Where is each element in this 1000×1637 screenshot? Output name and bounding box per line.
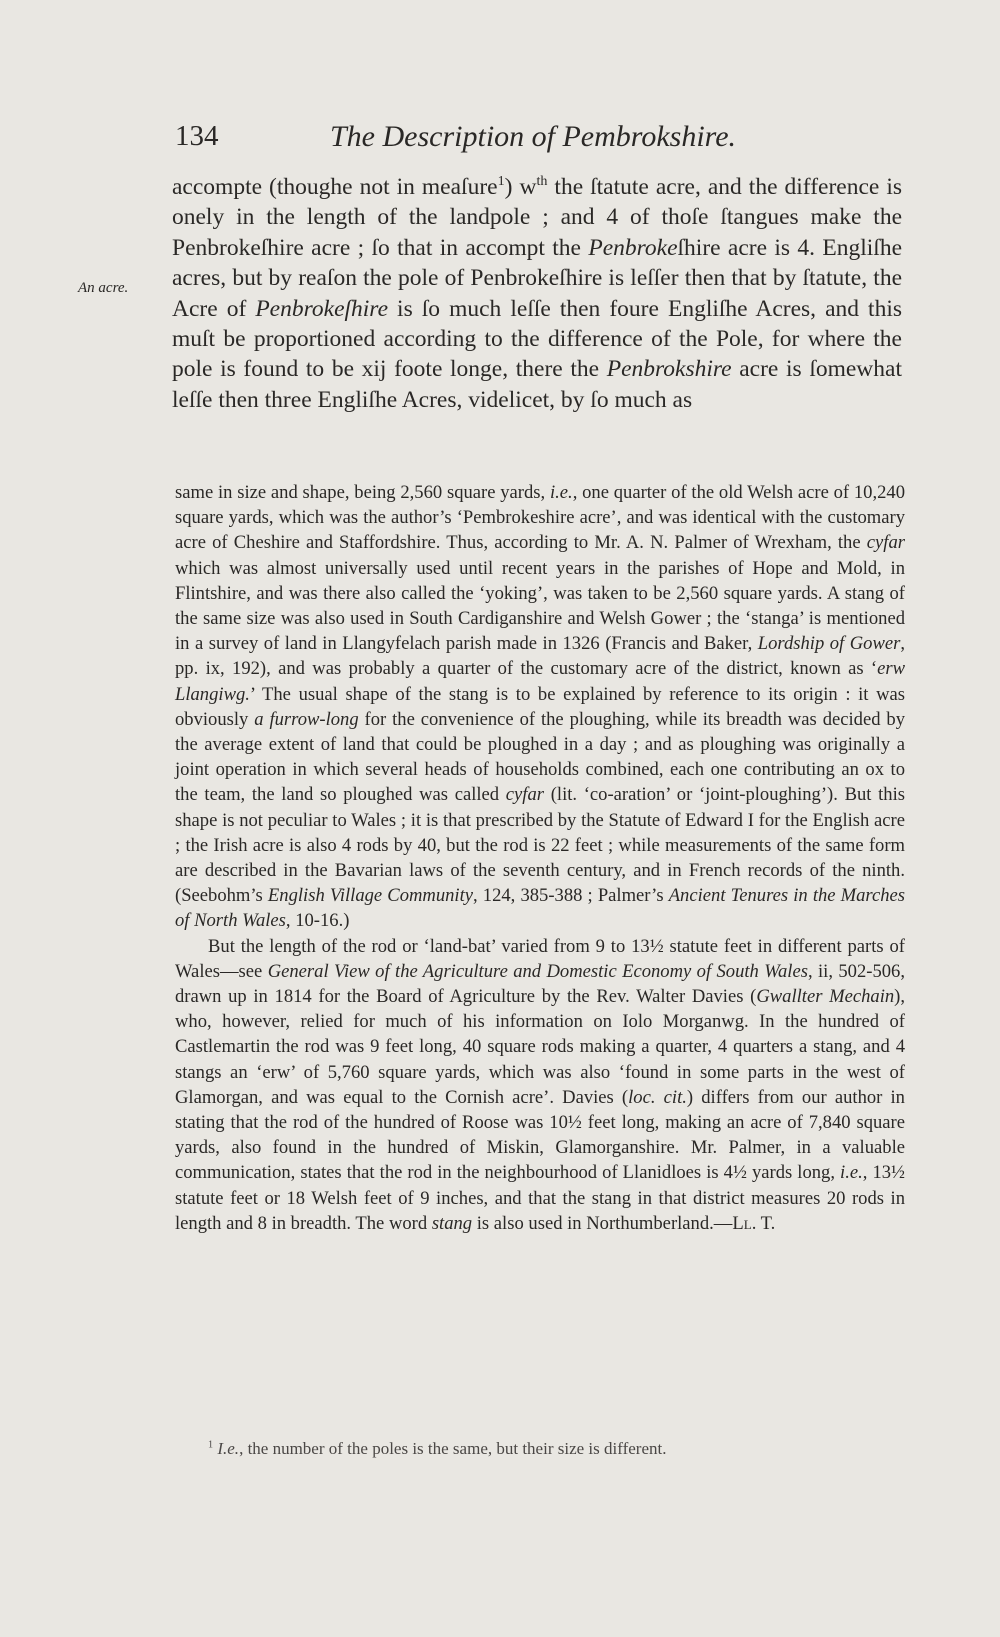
italic-span: i.e. (840, 1162, 863, 1184)
text-span: for the convenience of the ploughing, while its breadth was decided by the average extent of land that could be ploughed in a day ; and as ploughing was originally a joint operation in which several heads of households combined, each one contributing an ox to the team, the land so ploughed was called (175, 708, 906, 806)
text-span: ) differs from our author in stating that the rod of the hundred of Roose was 10½ feet long, making an acre of 7,840 square yards, also found in the hundred of Miskin, Glamorganshire. Mr. Palmer, in a valuable communication, states that the rod in the neighbourhood of Llanidloes is 4½ yards long, (175, 1086, 905, 1184)
italic-span: General View of the Agriculture and Domestic Economy of South Wales (267, 960, 808, 982)
margin-note: An acre. (78, 280, 129, 296)
text-span: accompte (thoughe not in meaſure (172, 174, 498, 200)
page-header (175, 120, 905, 170)
text-span: acre is ſomewhat leſſe then three Engliſhe Acres, videlicet, by ſo much as (172, 356, 902, 413)
text-span: same in size and shape, being 2,560 square yards, (175, 482, 550, 503)
italic-span: loc. cit. (628, 1086, 687, 1108)
italic-span: i.e. (549, 482, 573, 503)
italic-span: Ancient Tenures in the Marches of North Wales (175, 885, 906, 932)
text-span: But the length of the rod or ‘land-bat’ varied from 9 to 13½ statute feet in different parts of Wales—see (175, 935, 905, 982)
italic-span: Lordship of Gower (757, 633, 901, 655)
editorial-note (175, 480, 905, 1236)
author-initials: Ll. T. (732, 1212, 776, 1234)
text-span: ), who, however, relied for much of his information on Iolo Morganwg. In the hundred of Castlemartin the rod was 9 feet long, 40 square rods making a quarter, 4 quarters a stang, and 4 stangs an ‘erw’ of 5,760 square yards, which was also ‘found in some parts in the west of Glamorgan, and was equal to the Cornish acre’. Davies ( (175, 986, 906, 1108)
page-number: 134 (175, 120, 219, 152)
italic-span: Penbrokeſhire (255, 295, 389, 322)
footnote (175, 1437, 905, 1461)
text-span: ’ The usual shape of the stang is to be explained by reference to its origin : it was obviously (175, 683, 905, 730)
italic-span: cyfar (866, 532, 905, 554)
main-text (172, 172, 902, 415)
footnote-text: , the number of the poles is the same, but their size is different. (239, 1439, 667, 1458)
italic-span: erw Llangiwg. (175, 658, 905, 705)
italic-span: Gwallter Mechain (756, 986, 895, 1008)
running-title: The Description of Pembrokshire. (330, 120, 737, 153)
text-span: , 124, 385-388 ; Palmer’s (473, 885, 669, 907)
footnote-mark: 1 (208, 1439, 214, 1451)
text-span: , one quarter of the old Welsh acre of 10,240 square yards, which was the author’s ‘Pembrokeshire acre’, and was identical with the customary acre of Cheshire and Staffordshire. Thus, according to Mr. A. N. Palmer of Wrexham, the (175, 482, 905, 554)
italic-span: I.e. (217, 1439, 240, 1458)
text-span: ſhire acre is 4. Engliſhe acres, but by reaſon the pole of Penbrokeſhire is leſſer then that by ſtatute, the Acre of (172, 234, 902, 322)
italic-span: Penbroke (588, 234, 678, 261)
italic-span: English Village Community (267, 885, 474, 907)
note-paragraph-2 (175, 934, 905, 1236)
text-span: , ii, 502-506, drawn up in 1814 for the Board of Agriculture by the Rev. Walter Davies ( (175, 960, 905, 1008)
main-paragraph (172, 172, 902, 415)
superscript: th (536, 173, 548, 190)
italic-span: cyfar (505, 784, 545, 806)
italic-span: a furrow-long (254, 708, 359, 730)
text-span: , 10-16.) (285, 910, 350, 932)
text-span: the ſtatute acre, and the difference is onely in the length of the landpole ; and 4 of thoſe ſtangues make the Penbrokeſhire acre ; ſo that in accompt the (172, 174, 902, 261)
text-span: (lit. ‘co-aration’ or ‘joint-ploughing’). But this shape is not peculiar to Wales ; it is that prescribed by the Statute of Edward I for the English acre ; the Irish acre is also 4 rods by 40, but the rod is 22 feet ; while measurements of the same form are described in the Bavarian laws of the seventh century, and in French records of the ninth. (Seebohm’s (175, 784, 906, 907)
text-span: ) w (504, 174, 537, 200)
italic-span: Penbrokshire (606, 356, 732, 383)
text-span: , pp. ix, 192), and was probably a quarter of the customary acre of the district, known as ‘ (175, 633, 905, 680)
text-span: is also used in Northumberland.— (472, 1212, 733, 1234)
italic-span: stang (431, 1212, 473, 1234)
note-paragraph-1 (175, 480, 905, 934)
text-span: is ſo much leſſe then foure Engliſhe Acres, and this muſt be proportioned according to the difference of the Pole, for where the pole is found to be xij foote longe, there the (172, 295, 902, 383)
text-span: which was almost universally used until recent years in the parishes of Hope and Mold, in Flintshire, and was there also called the ‘yoking’, was taken to be 2,560 square yards. A stang of the same size was also used in South Cardiganshire and Welsh Gower ; the ‘stanga’ is mentioned in a survey of land in Llangyfelach parish made in 1326 (Francis and Baker, (175, 557, 905, 655)
footnote-ref: 1 (497, 173, 505, 190)
text-span: , 13½ statute feet or 18 Welsh feet of 9 inches, and that the stang in that district measures 20 rods in length and 8 in breadth. The word (175, 1162, 905, 1234)
